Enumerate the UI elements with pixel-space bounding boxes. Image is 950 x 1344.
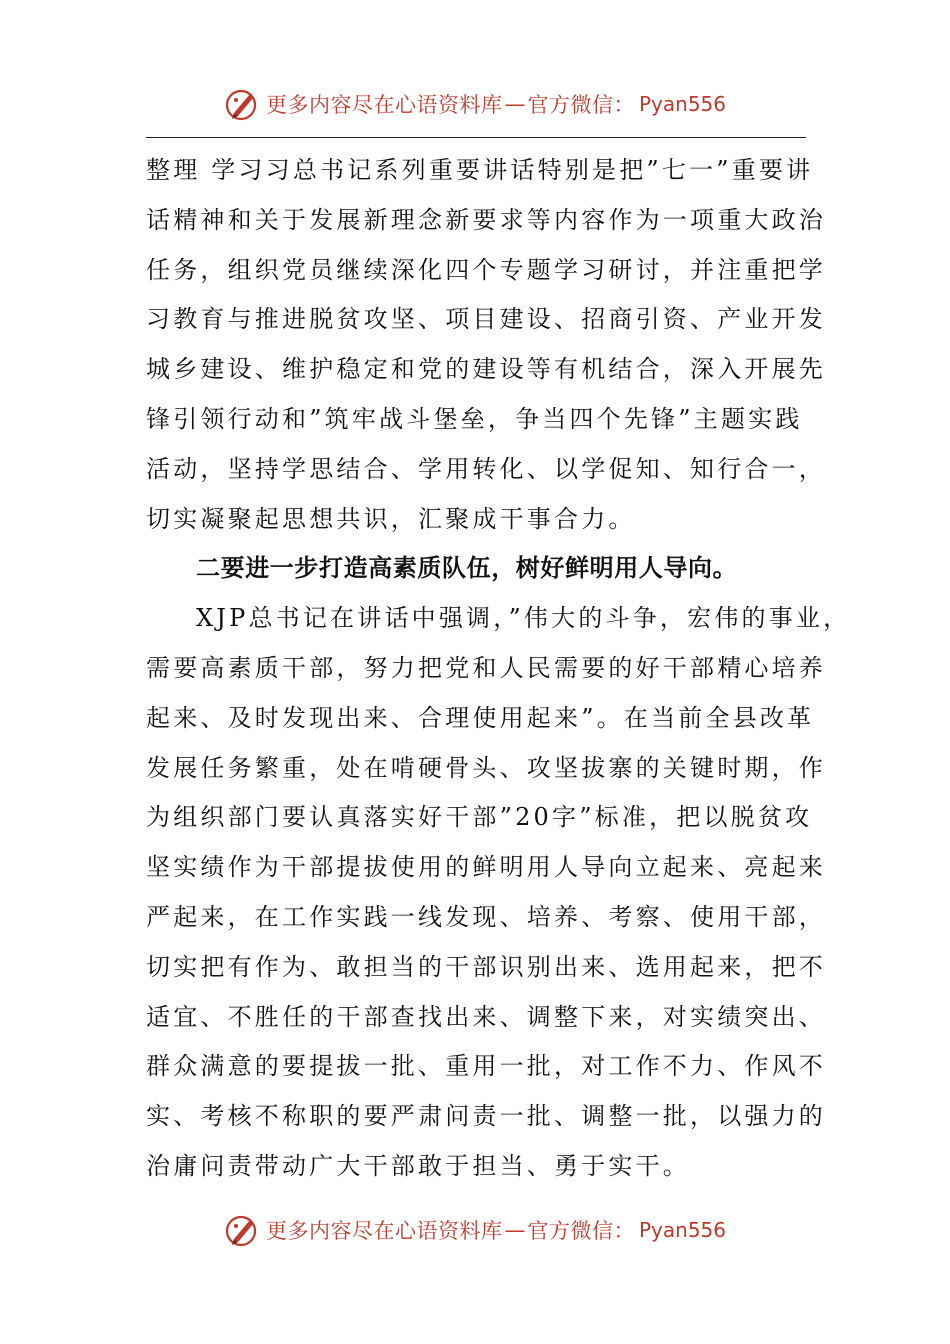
text-line: 活动，坚持学思结合、学用转化、以学促知、知行合一， xyxy=(146,454,826,483)
text-line: 切实凝聚起思想共识，汇聚成干事合力。 xyxy=(146,504,636,533)
section-heading: 二要进一步打造高素质队伍，树好鲜明用人导向。 xyxy=(196,554,738,583)
header-divider xyxy=(146,137,806,138)
text-line: 治庸问责带动广大干部敢于担当、勇于实干。 xyxy=(146,1151,690,1180)
text-line: 严起来，在工作实践一线发现、培养、考察、使用干部， xyxy=(146,902,826,931)
banner-official-label: 官方微信： xyxy=(527,1219,635,1243)
document-body xyxy=(146,146,851,1192)
text-line: 锋引领行动和”筑牢战斗堡垒，争当四个先锋”主题实践 xyxy=(146,404,803,433)
banner-text: 更多内容尽在心语资料库 xyxy=(265,1219,503,1243)
text-line: XJP总书记在讲话中强调，”伟大的斗争，宏伟的事业， xyxy=(196,604,851,633)
banner-account: Pyan556 xyxy=(638,92,726,116)
text-line: 习教育与推进脱贫攻坚、项目建设、招商引资、产业开发 xyxy=(146,305,826,334)
footer-banner xyxy=(0,1210,950,1250)
banner-account: Pyan556 xyxy=(638,1218,726,1242)
header-banner xyxy=(0,84,950,124)
text-line: 起来、及时发现出来、合理使用起来”。在当前全县改革 xyxy=(146,703,815,732)
text-line: 坚实绩作为干部提拔使用的鲜明用人导向立起来、亮起来 xyxy=(146,853,826,882)
banner-separator: — xyxy=(504,92,526,116)
text-line: 整理 学习习总书记系列重要讲话特别是把”七一”重要讲 xyxy=(146,156,814,184)
pen-logo-icon xyxy=(224,86,260,122)
text-line: 需要高素质干部，努力把党和人民需要的好干部精心培养 xyxy=(146,653,826,682)
banner-official-label: 官方微信： xyxy=(527,93,635,117)
banner-text: 更多内容尽在心语资料库 xyxy=(265,93,503,117)
text-line: 为组织部门要认真落实好干部”20字”标准，把以脱贫攻 xyxy=(146,803,813,832)
text-line: 群众满意的要提拔一批、重用一批，对工作不力、作风不 xyxy=(146,1052,826,1081)
text-line: 适宜、不胜任的干部查找出来、调整下来，对实绩突出、 xyxy=(146,1002,826,1031)
text-line: 切实把有作为、敢担当的干部识别出来、选用起来，把不 xyxy=(146,952,826,981)
pen-logo-icon xyxy=(224,1212,260,1248)
text-line: 话精神和关于发展新理念新要求等内容作为一项重大政治 xyxy=(146,205,826,234)
text-line: 城乡建设、维护稳定和党的建设等有机结合，深入开展先 xyxy=(146,355,826,384)
text-line: 实、考核不称职的要严肃问责一批、调整一批，以强力的 xyxy=(146,1102,826,1131)
text-line: 任务，组织党员继续深化四个专题学习研讨，并注重把学 xyxy=(146,255,826,284)
banner-separator: — xyxy=(504,1218,526,1242)
text-line: 发展任务繁重，处在啃硬骨头、攻坚拔寨的关键时期，作 xyxy=(146,753,826,782)
